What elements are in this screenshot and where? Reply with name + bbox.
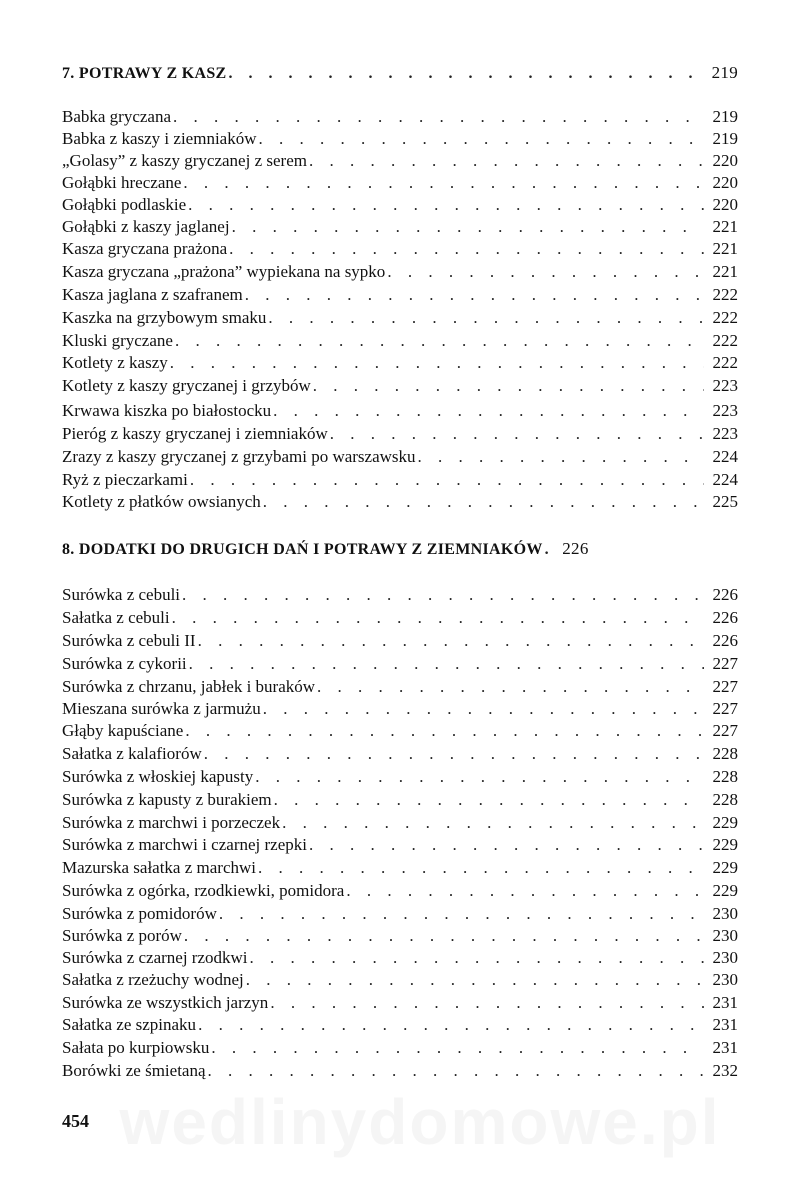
toc-entry bbox=[62, 1014, 738, 1036]
entry-title: Krwawa kiszka po białostocku bbox=[62, 401, 272, 420]
dot-leader bbox=[309, 834, 704, 856]
dot-leader bbox=[270, 992, 704, 1014]
dot-leader bbox=[208, 1060, 704, 1082]
toc-entry bbox=[62, 284, 738, 306]
toc-entry bbox=[62, 238, 738, 260]
entry-page: 226 bbox=[712, 585, 738, 604]
toc-entry bbox=[62, 789, 738, 811]
dot-leader bbox=[418, 446, 704, 468]
dot-leader bbox=[232, 216, 704, 238]
entry-page: 228 bbox=[712, 744, 738, 763]
dot-leader bbox=[188, 194, 704, 216]
entry-title: Gołąbki podlaskie bbox=[62, 195, 187, 214]
dot-leader bbox=[189, 653, 704, 675]
entry-page: 222 bbox=[712, 353, 738, 372]
entry-page: 232 bbox=[712, 1061, 738, 1080]
entry-title: Kaszka na grzybowym smaku bbox=[62, 308, 267, 327]
dot-leader bbox=[184, 925, 704, 947]
dot-leader bbox=[268, 307, 704, 329]
entry-page: 225 bbox=[712, 492, 738, 511]
dot-leader bbox=[173, 106, 704, 128]
dot-leader bbox=[309, 150, 704, 172]
entry-title: Zrazy z kaszy gryczanej z grzybami po warszawsku bbox=[62, 447, 416, 466]
entry-title: Sałatka z cebuli bbox=[62, 608, 170, 627]
section-title: 7. POTRAWY Z KASZ bbox=[62, 65, 227, 82]
toc-entry bbox=[62, 423, 738, 445]
entry-title: Sałata po kurpiowsku bbox=[62, 1038, 210, 1057]
entry-page: 224 bbox=[712, 447, 738, 466]
dot-leader bbox=[259, 128, 705, 150]
dot-leader bbox=[182, 584, 704, 606]
entry-title: Ryż z pieczarkami bbox=[62, 470, 188, 489]
toc-entry bbox=[62, 925, 738, 947]
entry-title: Surówka z włoskiej kapusty bbox=[62, 767, 254, 786]
entry-page: 221 bbox=[712, 262, 738, 281]
toc-entry bbox=[62, 352, 738, 374]
page-number: 454 bbox=[62, 1111, 89, 1131]
toc-entry bbox=[62, 607, 738, 629]
toc-entry bbox=[62, 653, 738, 675]
toc-entry bbox=[62, 766, 738, 788]
toc-entry bbox=[62, 1037, 738, 1059]
entry-page: 230 bbox=[712, 904, 738, 923]
dot-leader bbox=[545, 539, 555, 561]
entry-page: 227 bbox=[712, 699, 738, 718]
section-page: 219 bbox=[711, 63, 738, 82]
entry-title: Gołąbki z kaszy jaglanej bbox=[62, 217, 230, 236]
toc-entry bbox=[62, 584, 738, 606]
entry-page: 223 bbox=[712, 401, 738, 420]
entry-title: Pieróg z kaszy gryczanej i ziemniaków bbox=[62, 424, 328, 443]
entry-page: 222 bbox=[712, 331, 738, 350]
dot-leader bbox=[198, 1014, 704, 1036]
toc-entry bbox=[62, 128, 738, 150]
entry-title: Głąby kapuściane bbox=[62, 721, 184, 740]
toc-entry bbox=[62, 307, 738, 329]
entry-page: 231 bbox=[712, 993, 738, 1012]
entry-page: 222 bbox=[712, 285, 738, 304]
dot-leader bbox=[282, 812, 704, 834]
dot-leader bbox=[346, 880, 704, 902]
entry-title: Gołąbki hreczane bbox=[62, 173, 182, 192]
section-heading bbox=[62, 62, 738, 84]
section-title: 8. DODATKI DO DRUGICH DAŃ I POTRAWY Z ZIEMNIAKÓW bbox=[62, 541, 543, 558]
entry-title: Kluski gryczane bbox=[62, 331, 173, 350]
entry-title: Borówki ze śmietaną bbox=[62, 1061, 206, 1080]
entry-title: Sałatka z rzeżuchy wodnej bbox=[62, 970, 244, 989]
entry-page: 220 bbox=[712, 151, 738, 170]
entry-title: Mieszana surówka z jarmużu bbox=[62, 699, 261, 718]
toc-entry bbox=[62, 698, 738, 720]
entry-page: 227 bbox=[712, 654, 738, 673]
entry-page: 229 bbox=[712, 835, 738, 854]
entry-title: Surówka z porów bbox=[62, 926, 182, 945]
toc-entry bbox=[62, 969, 738, 991]
toc-entry bbox=[62, 106, 738, 128]
entry-title: Surówka z ogórka, rzodkiewki, pomidora bbox=[62, 881, 345, 900]
entry-page: 220 bbox=[712, 173, 738, 192]
entry-title: Sałatka z kalafiorów bbox=[62, 744, 202, 763]
entry-title: Kasza jaglana z szafranem bbox=[62, 285, 243, 304]
entry-page: 219 bbox=[712, 107, 738, 126]
entry-page: 229 bbox=[712, 881, 738, 900]
entry-title: Surówka z marchwi i porzeczek bbox=[62, 813, 281, 832]
dot-leader bbox=[198, 630, 704, 652]
entry-page: 230 bbox=[712, 948, 738, 967]
section-page: 226 bbox=[562, 539, 589, 558]
entry-title: Surówka z cebuli II bbox=[62, 631, 196, 650]
dot-leader bbox=[313, 375, 704, 397]
toc-entry bbox=[62, 812, 738, 834]
entry-title: Kotlety z płatków owsianych bbox=[62, 492, 261, 511]
dot-leader bbox=[172, 607, 704, 629]
toc-entry bbox=[62, 630, 738, 652]
toc-entry bbox=[62, 375, 738, 397]
dot-leader bbox=[211, 1037, 704, 1059]
entry-page: 230 bbox=[712, 970, 738, 989]
dot-leader bbox=[204, 743, 704, 765]
toc-entry bbox=[62, 857, 738, 879]
toc-entry bbox=[62, 880, 738, 902]
dot-leader bbox=[250, 947, 704, 969]
entry-page: 228 bbox=[712, 767, 738, 786]
entry-title: Surówka z cykorii bbox=[62, 654, 187, 673]
entry-page: 221 bbox=[712, 217, 738, 236]
entry-page: 222 bbox=[712, 308, 738, 327]
entry-title: „Golasy” z kaszy gryczanej z serem bbox=[62, 151, 307, 170]
entry-title: Surówka z marchwi i czarnej rzepki bbox=[62, 835, 307, 854]
dot-leader bbox=[245, 284, 704, 306]
toc-entry bbox=[62, 1060, 738, 1082]
toc-entry bbox=[62, 446, 738, 468]
entry-page: 226 bbox=[712, 631, 738, 650]
entry-title: Kasza gryczana „prażona” wypiekana na sypko bbox=[62, 262, 386, 281]
dot-leader bbox=[274, 789, 704, 811]
entry-page: 227 bbox=[712, 677, 738, 696]
entry-page: 223 bbox=[712, 424, 738, 443]
entry-page: 227 bbox=[712, 721, 738, 740]
dot-leader bbox=[330, 423, 704, 445]
toc-entry bbox=[62, 834, 738, 856]
toc-entry bbox=[62, 330, 738, 352]
dot-leader bbox=[190, 469, 704, 491]
entry-page: 224 bbox=[712, 470, 738, 489]
dot-leader bbox=[229, 63, 704, 85]
dot-leader bbox=[273, 400, 704, 422]
entry-page: 226 bbox=[712, 608, 738, 627]
toc-entry bbox=[62, 903, 738, 925]
entry-page: 229 bbox=[712, 813, 738, 832]
dot-leader bbox=[263, 491, 704, 513]
toc-entry bbox=[62, 491, 738, 513]
entry-title: Surówka z pomidorów bbox=[62, 904, 217, 923]
section-heading bbox=[62, 538, 738, 560]
dot-leader bbox=[263, 698, 704, 720]
toc-entry bbox=[62, 469, 738, 491]
toc-entry bbox=[62, 194, 738, 216]
dot-leader bbox=[246, 969, 704, 991]
dot-leader bbox=[183, 172, 704, 194]
dot-leader bbox=[170, 352, 704, 374]
entry-title: Mazurska sałatka z marchwi bbox=[62, 858, 256, 877]
toc-entry bbox=[62, 216, 738, 238]
entry-page: 223 bbox=[712, 376, 738, 395]
entry-page: 230 bbox=[712, 926, 738, 945]
entry-page: 229 bbox=[712, 858, 738, 877]
toc-entry bbox=[62, 720, 738, 742]
entry-title: Surówka z chrzanu, jabłek i buraków bbox=[62, 677, 316, 696]
toc-entry bbox=[62, 150, 738, 172]
toc-entry bbox=[62, 261, 738, 283]
dot-leader bbox=[317, 676, 704, 698]
entry-title: Sałatka ze szpinaku bbox=[62, 1015, 197, 1034]
toc-entry bbox=[62, 947, 738, 969]
dot-leader bbox=[255, 766, 704, 788]
entry-title: Surówka z czarnej rzodkwi bbox=[62, 948, 248, 967]
dot-leader bbox=[258, 857, 704, 879]
toc-entry bbox=[62, 400, 738, 422]
entry-title: Kasza gryczana prażona bbox=[62, 239, 228, 258]
dot-leader bbox=[185, 720, 704, 742]
entry-title: Babka z kaszy i ziemniaków bbox=[62, 129, 257, 148]
entry-page: 228 bbox=[712, 790, 738, 809]
dot-leader bbox=[219, 903, 704, 925]
dot-leader bbox=[229, 238, 704, 260]
entry-title: Surówka z cebuli bbox=[62, 585, 181, 604]
toc-entry bbox=[62, 676, 738, 698]
entry-page: 231 bbox=[712, 1038, 738, 1057]
entry-page: 220 bbox=[712, 195, 738, 214]
entry-page: 231 bbox=[712, 1015, 738, 1034]
watermark: wedlinydomowe.pl bbox=[119, 1086, 721, 1158]
dot-leader bbox=[175, 330, 704, 352]
entry-title: Kotlety z kaszy bbox=[62, 353, 168, 372]
toc-entry bbox=[62, 992, 738, 1014]
entry-page: 221 bbox=[712, 239, 738, 258]
entry-title: Surówka z kapusty z burakiem bbox=[62, 790, 272, 809]
toc-entry bbox=[62, 172, 738, 194]
entry-title: Kotlety z kaszy gryczanej i grzybów bbox=[62, 376, 311, 395]
entry-title: Babka gryczana bbox=[62, 107, 172, 126]
dot-leader bbox=[387, 261, 704, 283]
entry-page: 219 bbox=[712, 129, 738, 148]
entry-title: Surówka ze wszystkich jarzyn bbox=[62, 993, 269, 1012]
toc-entry bbox=[62, 743, 738, 765]
